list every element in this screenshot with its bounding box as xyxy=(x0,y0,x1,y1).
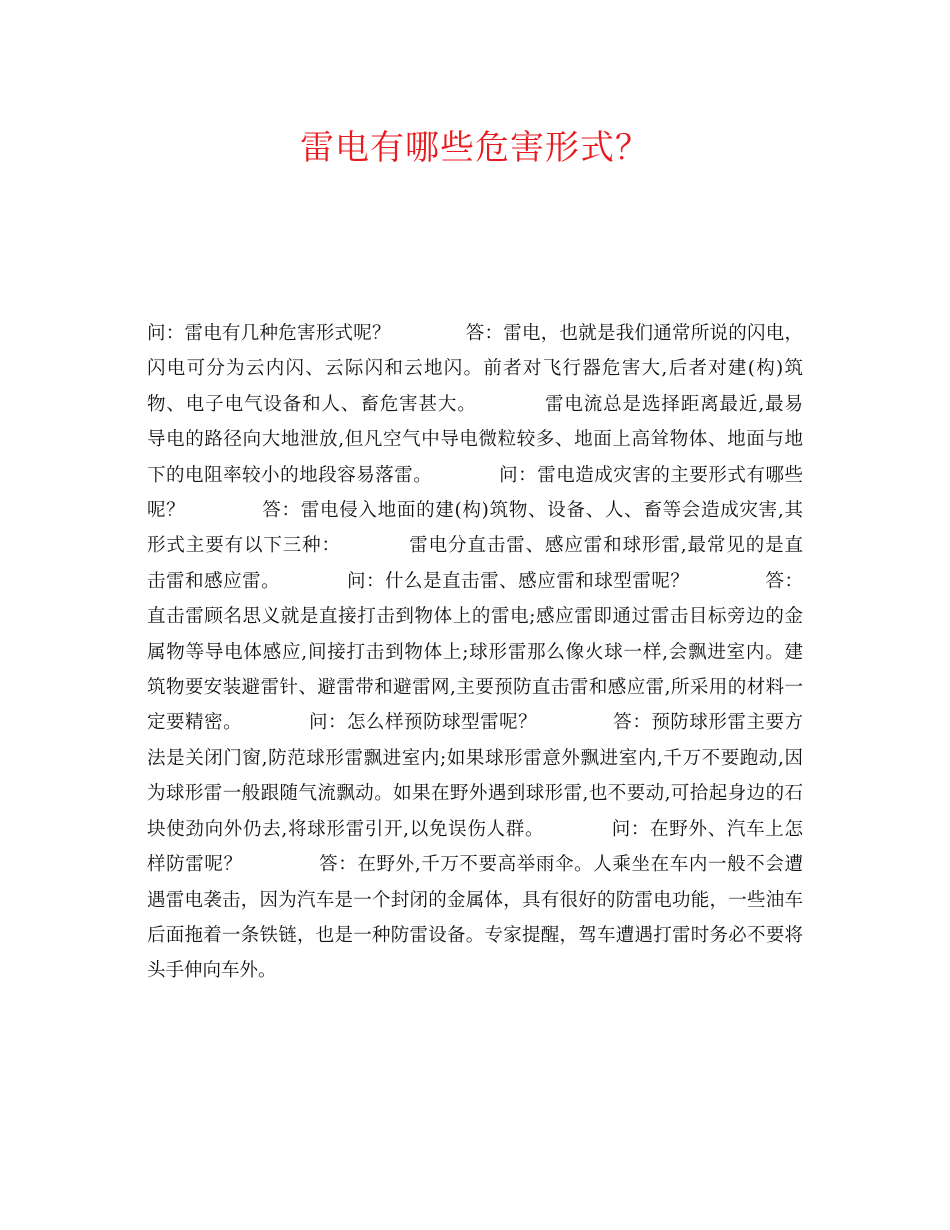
body-text xyxy=(147,316,803,989)
text-line: 击雷和感应雷。 问：什么是直击雷、感应雷和球型雷呢？ 答： xyxy=(147,570,803,592)
text-line: 定要精密。 问：怎么样预防球型雷呢？ 答：预防球形雷主要方 xyxy=(147,712,803,734)
text-line: 问：雷电有几种危害形式呢？ 答：雷电，也就是我们通常所说的闪电， xyxy=(147,323,803,344)
text-line: 后面拖着一条铁链，也是一种防雷设备。专家提醒，驾车遭遇打雷时务必不要将 xyxy=(147,924,803,946)
text-line: 样防雷呢？ 答：在野外,千万不要高举雨伞。人乘坐在车内一般不会遭 xyxy=(147,854,803,876)
text-line: 头手伸向车外。 xyxy=(147,960,277,982)
text-line: 直击雷顾名思义就是直接打击到物体上的雷电;感应雷即通过雷击目标旁边的金 xyxy=(147,606,803,628)
text-line: 物、电子电气设备和人、畜危害甚大。 雷电流总是选择距离最近,最易 xyxy=(147,393,803,415)
text-line: 为球形雷一般跟随气流飘动。如果在野外遇到球形雷,也不要动,可拾起身边的石 xyxy=(147,783,803,805)
text-line: 遇雷电袭击，因为汽车是一个封闭的金属体，具有很好的防雷电功能，一些油车 xyxy=(147,889,803,911)
page-title: 雷电有哪些危害形式？ xyxy=(300,128,650,168)
text-line: 下的电阻率较小的地段容易落雷。 问：雷电造成灾害的主要形式有哪些 xyxy=(147,464,803,486)
text-line: 闪电可分为云内闪、云际闪和云地闪。前者对飞行器危害大,后者对建(构)筑 xyxy=(147,358,803,380)
text-line: 呢？ 答：雷电侵入地面的建(构)筑物、设备、人、畜等会造成灾害,其 xyxy=(147,500,803,522)
text-line: 属物等导电体感应,间接打击到物体上;球形雷那么像火球一样,会飘进室内。建 xyxy=(147,641,803,663)
text-line: 筑物要安装避雷针、避雷带和避雷网,主要预防直击雷和感应雷,所采用的材料一 xyxy=(147,677,803,699)
text-line: 法是关闭门窗,防范球形雷飘进室内;如果球形雷意外飘进室内,千万不要跑动,因 xyxy=(147,747,803,769)
text-line: 块使劲向外仍去,将球形雷引开,以免误伤人群。 问：在野外、汽车上怎 xyxy=(147,818,803,840)
text-line: 形式主要有以下三种： 雷电分直击雷、感应雷和球形雷,最常见的是直 xyxy=(147,535,803,557)
text-line: 导电的路径向大地泄放,但凡空气中导电微粒较多、地面上高耸物体、地面与地 xyxy=(147,429,803,451)
